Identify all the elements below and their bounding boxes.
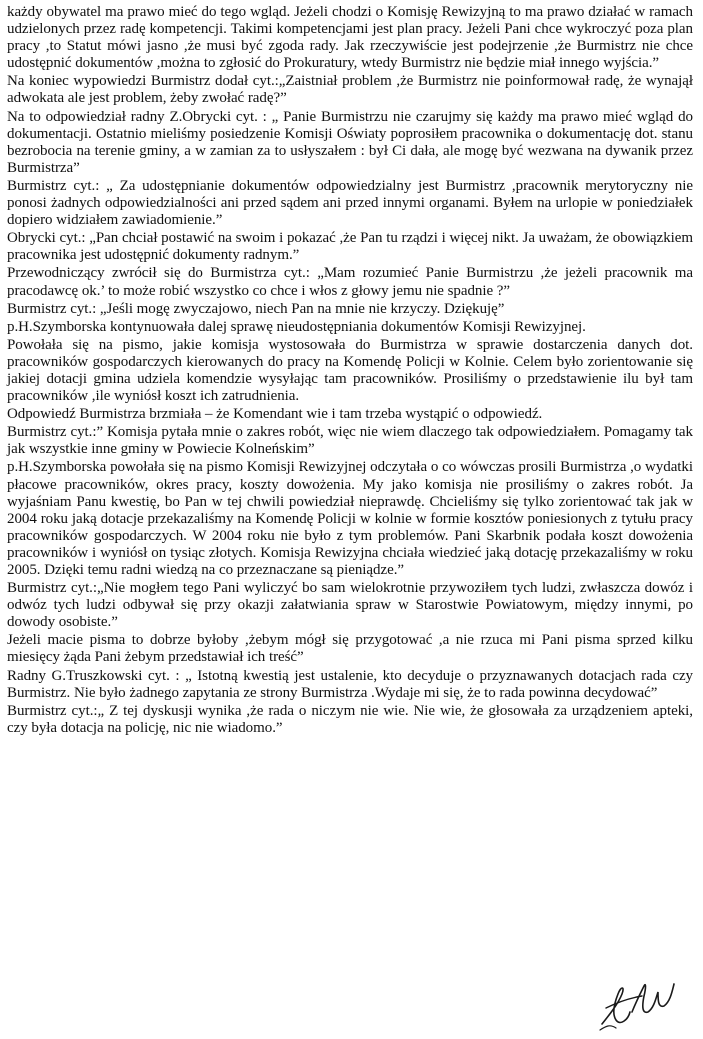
paragraph-6: Przewodniczący zwrócił się do Burmistrza cyt.: „Mam rozumieć Panie Burmistrzu ,że jeżeli pracownik ma pracodawcę ok.’ to może robić wszystko co chce i włos z głowy jemu nie spadnie ?” (7, 265, 693, 299)
paragraph-4: Burmistrz cyt.: „ Za udostępnianie dokumentów odpowiedzialny jest Burmistrz ,pracownik merytoryczny nie ponosi żadnych odpowiedzialności ani przed sądem ani przed innymi organami. Byłem na urlopie w poniedziałek dopiero widziałem zawiadomienie.” (7, 177, 693, 229)
paragraph-16: Burmistrz cyt.:„ Z tej dyskusji wynika ,że rada o niczym nie wie. Nie wie, że głosowała za urządzeniem apteki, czy była dotacja na policję, nic nie wiadomo.” (7, 702, 693, 736)
paragraph-10: Odpowiedź Burmistrza brzmiała – że Komendant wie i tam trzeba wystąpić o odpowiedź. (7, 406, 543, 423)
paragraph-7: Burmistrz cyt.: „Jeśli mogę zwyczajowo, niech Pan na mnie nie krzyczy. Dziękuję” (7, 300, 505, 317)
paragraph-1: każdy obywatel ma prawo mieć do tego wgląd. Jeżeli chodzi o Komisję Rewizyjną to ma prawo działać w ramach udzielonych przez radę kompetencji. Takimi kompetencjami jest plan pracy. Jeżeli Pani chce wykroczyć poza plan pracy ,to Statut mówi jasno ,że musi być zgoda rady. Jak rzeczywiście jest podejrzenie ,że Burmistrz nie chce udostępnić dokumentów ,można to zgłosić do Prokuratury, wtedy Burmistrz nie będzie miał innego wyjścia.” (7, 4, 693, 72)
paragraph-2: Na koniec wypowiedzi Burmistrz dodał cyt.:„Zaistniał problem ,że Burmistrz nie poinformował radę, że wynajął adwokata ale jest problem, żeby zwołać radę?” (7, 73, 693, 107)
paragraph-5: Obrycki cyt.: „Pan chciał postawić na swoim i pokazać ,że Pan tu rządzi i więcej nikt. Ja uważam, że obowiązkiem pracownika jest udostępnić dokumenty radnym.” (7, 230, 693, 264)
paragraph-3: Na to odpowiedział radny Z.Obrycki cyt. : „ Panie Burmistrzu nie czarujmy się każdy ma prawo mieć wgląd do dokumentacji. Ostatnio mieliśmy posiedzenie Komisji Oświaty poprosiłem pracownika o dokumentację dot. stanu bezrobocia na terenie gminy, a w zamian za to usłyszałem : był Ci dała, ale mogę być wezwana na dywanik przez Burmistrza” (7, 108, 693, 176)
paragraph-14: Jeżeli macie pisma to dobrze byłoby ,żebym mógł się przygotować ,a nie rzuca mi Pani pisma sprzed kilku miesięcy żąda Pani żebym przedstawiał ich treść” (7, 632, 693, 666)
paragraph-11: Burmistrz cyt.:” Komisja pytała mnie o zakres robót, więc nie wiem dlaczego tak odpowiedziałem. Pomagamy tak jak wszystkie inne gminy w Powiecie Kolneńskim” (7, 424, 693, 458)
paragraph-8: p.H.Szymborska kontynuowała dalej sprawę nieudostępniania dokumentów Komisji Rewizyjnej. (7, 318, 586, 335)
document-body (7, 4, 693, 738)
handwritten-signature (596, 968, 696, 1032)
paragraph-12: p.H.Szymborska powołała się na pismo Komisji Rewizyjnej odczytała o co wówczas prosili Burmistrza ,o wydatki płacowe pracowników, okres pracy, koszty dowożenia. My jako komisja nie prosiliśmy o zakres robót. Ja wyjaśniam Panu kwestię, bo Pan w tej chwili powiedział nieprawdę. Chcieliśmy się tylko zorientować tak jak w 2004 roku jaką dotacje przekazaliśmy na Komendę Policji w kolnie w formie kosztów poniesionych z tytułu pracy pracowników gospodarczych. W 2004 roku nie było z tym problemów. Pani Skarbnik podała koszt dowożenia pracowników i wyniósł on tysiąc złotych. Komisja Rewizyjna chciała wiedzieć jaką dotację przekazaliśmy w roku 2005. Dzięki temu radni wiedzą na co przeznaczane są pieniądze.” (7, 459, 693, 578)
paragraph-15: Radny G.Truszkowski cyt. : „ Istotną kwestią jest ustalenie, kto decyduje o przyznawanych dotacjach rada czy Burmistrz. Nie było żadnego zapytania ze strony Burmistrza .Wydaje mi się, że to rada powinna decydować” (7, 667, 693, 701)
paragraph-13: Burmistrz cyt.:„Nie mogłem tego Pani wyliczyć bo sam wielokrotnie przywoziłem tych ludzi, zwłaszcza dowóz i odwóz tych ludzi odbywał się przy okazji załatwiania spraw w Starostwie Powiatowym, między innymi, po dowody osobiste.” (7, 580, 693, 631)
paragraph-9: Powołała się na pismo, jakie komisja wystosowała do Burmistrza w sprawie dostarczenia danych dot. pracowników gospodarczych kierowanych do pracy na Komendę Policji w Kolnie. Celem było zorientowanie się jakiej dotacji gmina udziela komendzie wysyłając tam pracowników. Prosiliśmy o przedstawienie ilu był tam pracowników ,ile wyniósł koszt ich zatrudnienia. (7, 336, 693, 405)
